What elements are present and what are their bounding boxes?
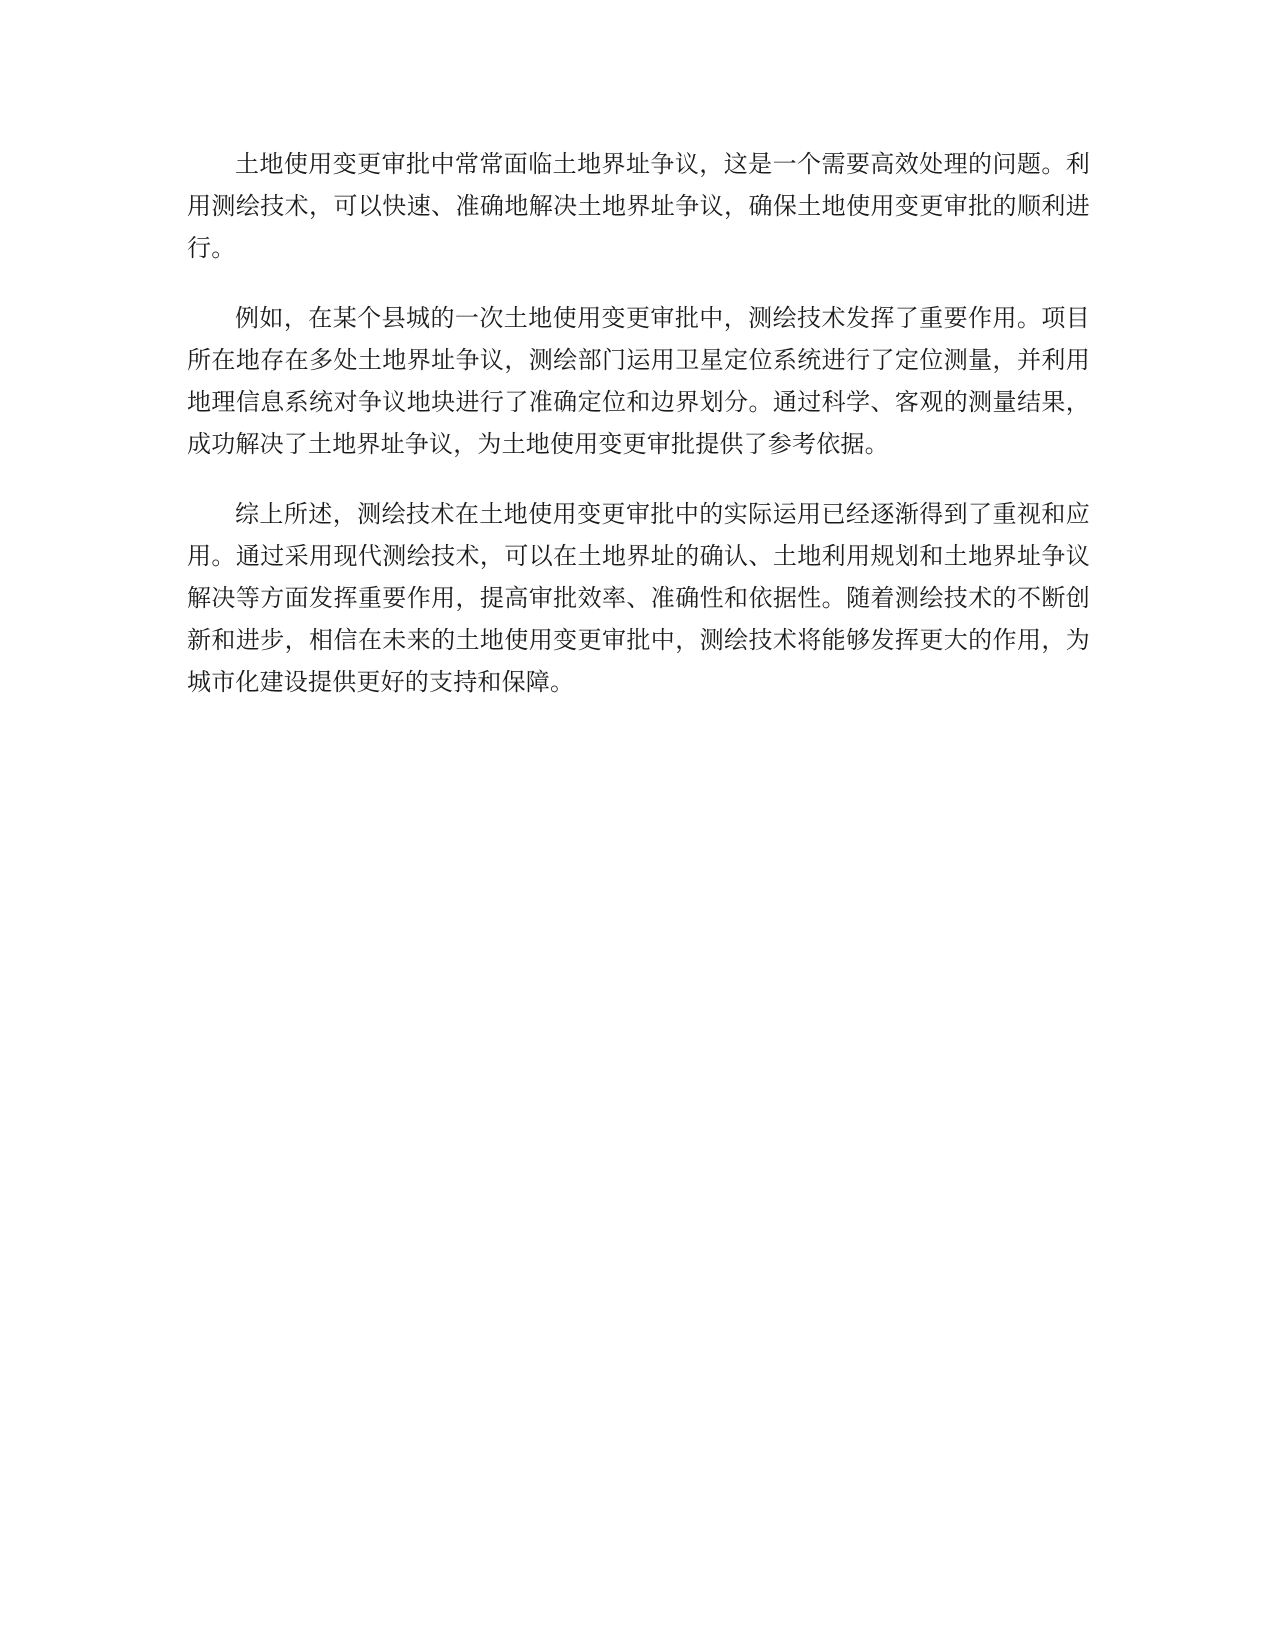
paragraph-3: 综上所述，测绘技术在土地使用变更审批中的实际运用已经逐渐得到了重视和应用。通过采用现代测绘技术，可以在土地界址的确认、土地利用规划和土地界址争议解决等方面发挥重要作用，提高审批效率、准确性和依据性。随着测绘技术的不断创新和进步，相信在未来的土地使用变更审批中，测绘技术将能够发挥更大的作用，为城市化建设提供更好的支持和保障。 (187, 500, 1090, 696)
document-body (187, 143, 1090, 731)
paragraph-2: 例如，在某个县城的一次土地使用变更审批中，测绘技术发挥了重要作用。项目所在地存在多处土地界址争议，测绘部门运用卫星定位系统进行了定位测量，并利用地理信息系统对争议地块进行了准确定位和边界划分。通过科学、客观的测量结果，成功解决了土地界址争议，为土地使用变更审批提供了参考依据。 (187, 304, 1090, 458)
paragraph-1: 土地使用变更审批中常常面临土地界址争议，这是一个需要高效处理的问题。利用测绘技术，可以快速、准确地解决土地界址争议，确保土地使用变更审批的顺利进行。 (187, 150, 1090, 262)
